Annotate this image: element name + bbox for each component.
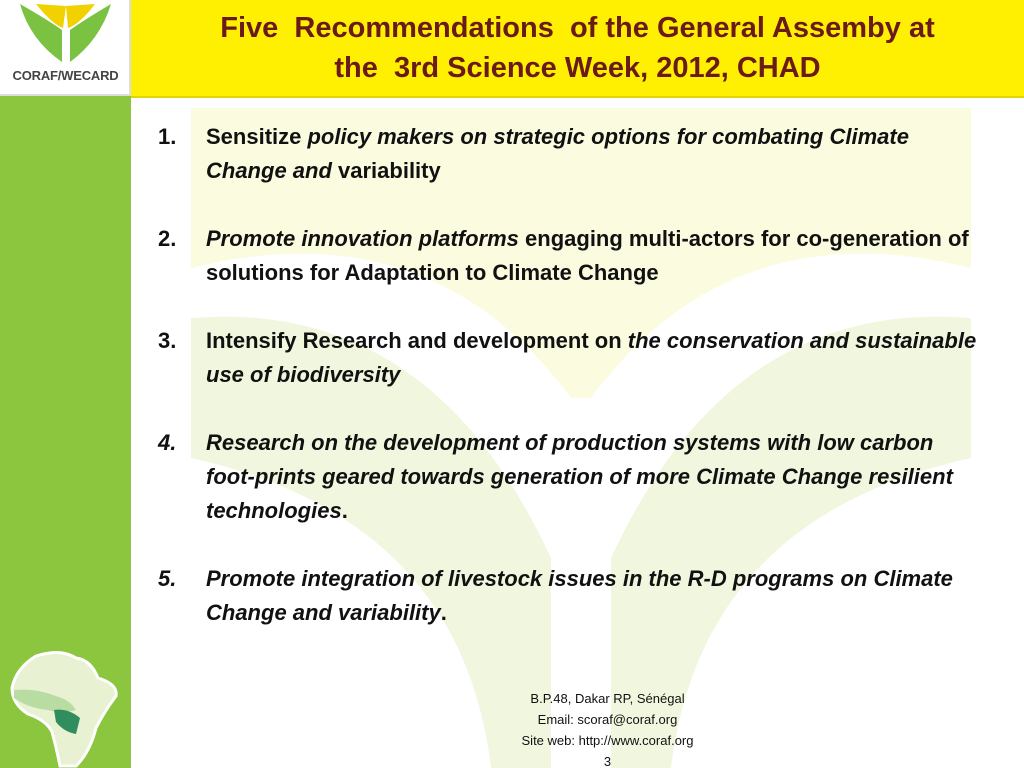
list-text: Sensitize — [206, 124, 308, 149]
list-item — [158, 120, 988, 188]
list-item — [158, 562, 988, 630]
list-item — [158, 426, 988, 528]
slide-title: Five Recommendations of the General Assemby at the 3rd Science Week, 2012, CHAD — [220, 12, 935, 84]
logo — [0, 0, 131, 96]
list-number: 1. — [158, 124, 177, 149]
title-bar — [131, 0, 1024, 96]
list-number: 3. — [158, 328, 177, 353]
footer-address: B.P.48, Dakar RP, Sénégal — [530, 691, 685, 706]
list-number: 4. — [158, 430, 177, 455]
list-text-italic: Research on the development of production systems with low carbon foot-prints geared towards generation of more Climate Change resilient technologies — [206, 430, 953, 523]
africa-map-icon — [6, 648, 124, 768]
list-text-italic: the conservation and sustainable use of biodiversity — [206, 328, 977, 387]
list-text: variability — [338, 158, 441, 183]
footer-website: Site web: http://www.coraf.org — [521, 733, 694, 748]
recommendations-list — [158, 120, 988, 664]
contact-footer — [470, 688, 745, 768]
list-item — [158, 324, 988, 392]
footer-email: Email: scoraf@coraf.org — [537, 712, 678, 727]
list-text: engaging multi-actors for co-generation of solutions for Adaptation to Climate Change — [206, 226, 969, 285]
list-text-italic: policy makers on strategic options for combating Climate Change and — [206, 124, 909, 183]
list-text-italic: Promote integration of livestock issues in the R-D programs on Climate Change and variability — [206, 566, 953, 625]
logo-leaf-icon — [0, 0, 131, 68]
list-number: 5. — [158, 566, 177, 591]
list-text-italic: Promote innovation platforms — [206, 226, 519, 251]
list-item — [158, 222, 988, 290]
page-number: 3 — [603, 754, 612, 768]
list-text: Intensify Research and development on — [206, 328, 628, 353]
logo-text: CORAF/WECARD — [12, 68, 119, 83]
list-text: . — [341, 498, 348, 523]
list-text: . — [440, 600, 447, 625]
list-number: 2. — [158, 226, 177, 251]
